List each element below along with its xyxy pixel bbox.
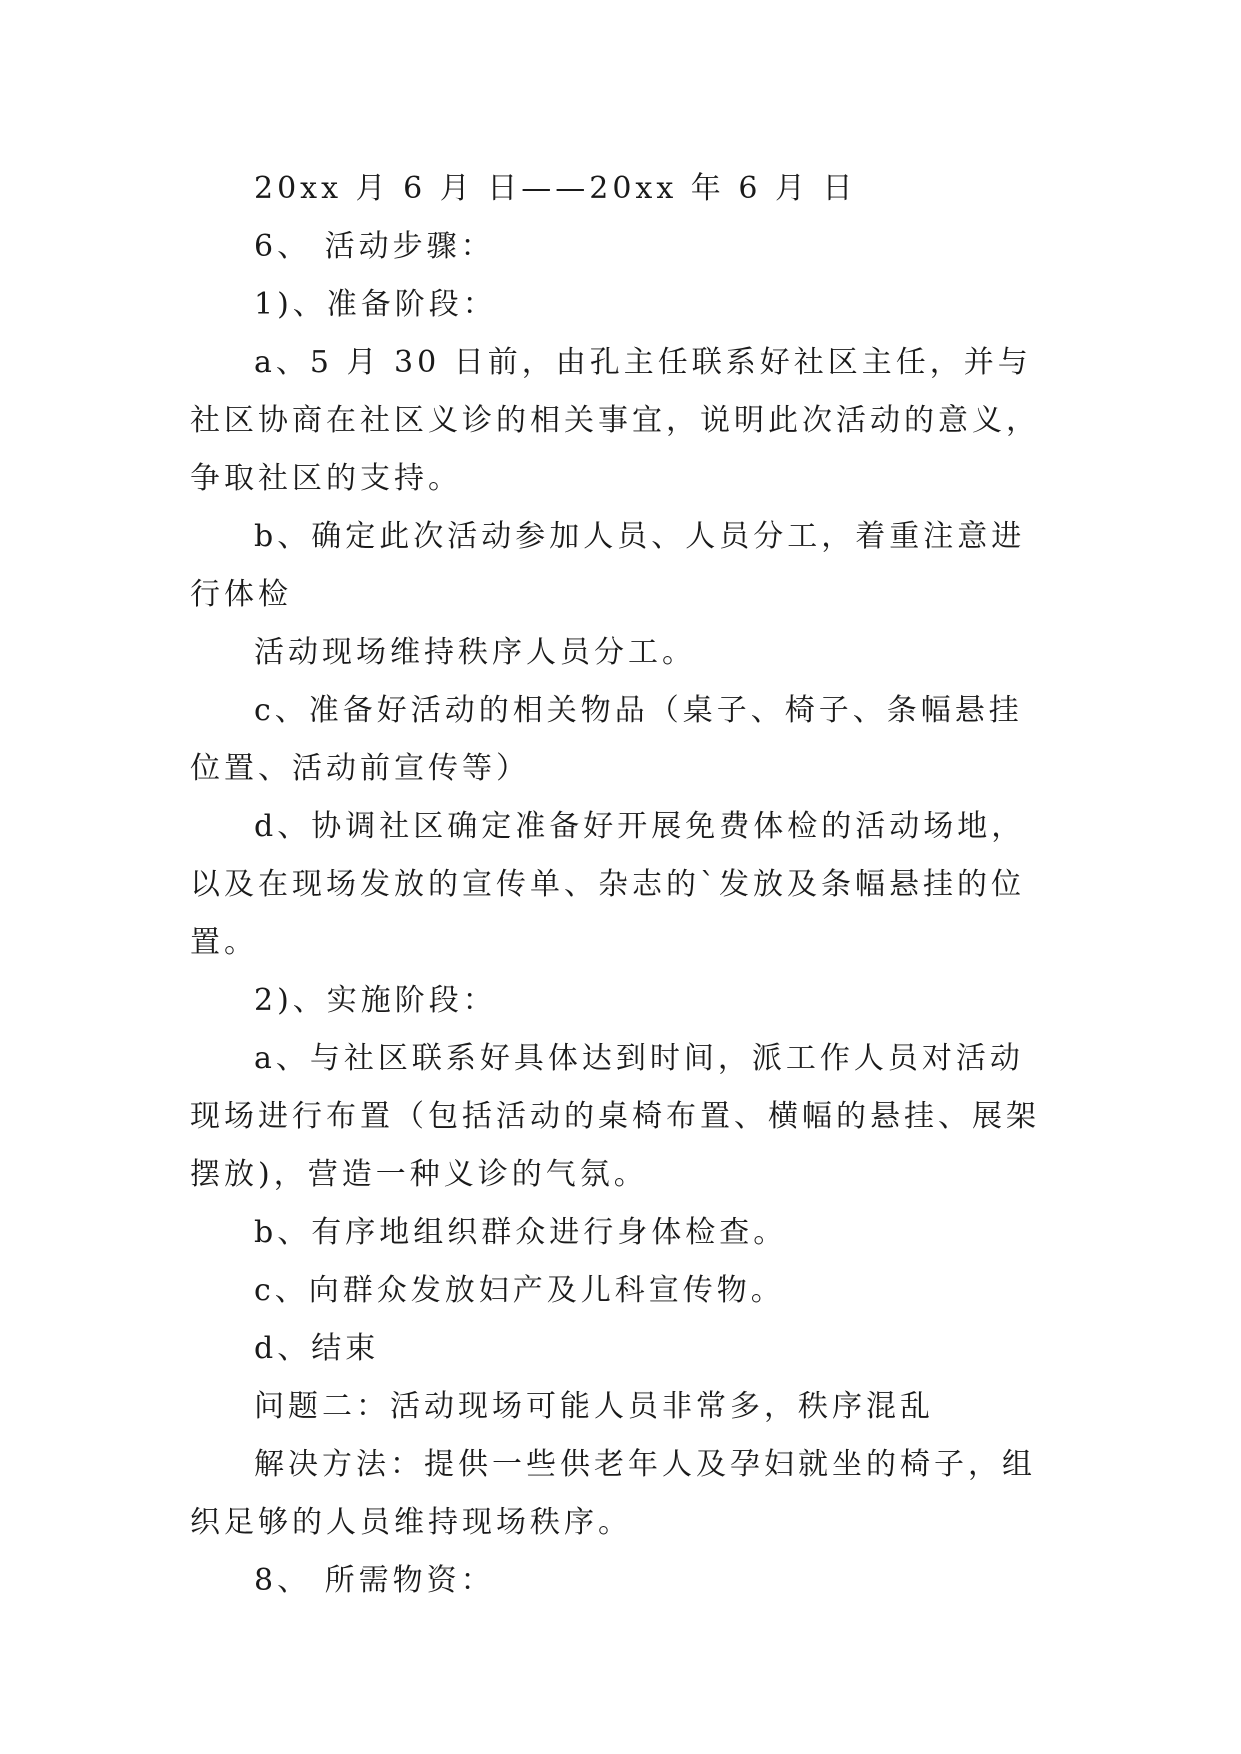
paragraph-preparation-stage: 1)、准备阶段： bbox=[254, 287, 497, 322]
paragraph-prep-d: d、协调社区确定准备好开展免费体检的活动场地，以及在现场发放的宣传单、杂志的`发放及条幅悬挂的位置。 bbox=[190, 809, 1026, 960]
paragraph-prep-c: c、准备好活动的相关物品（桌子、椅子、条幅悬挂位置、活动前宣传等） bbox=[190, 693, 1023, 786]
paragraph-impl-d: d、结束 bbox=[254, 1331, 380, 1366]
document-body bbox=[190, 160, 1050, 1610]
paragraph-impl-a: a、与社区联系好具体达到时间，派工作人员对活动现场进行布置（包括活动的桌椅布置、横幅的悬挂、展架摆放)，营造一种义诊的气氛。 bbox=[190, 1041, 1040, 1192]
paragraph-impl-b: b、有序地组织群众进行身体检查。 bbox=[254, 1215, 788, 1250]
paragraph-impl-c: c、向群众发放妇产及儿科宣传物。 bbox=[254, 1273, 785, 1308]
paragraph-problem-two: 问题二：活动现场可能人员非常多，秩序混乱 bbox=[254, 1389, 934, 1424]
paragraph-prep-b: b、确定此次活动参加人员、人员分工，着重注意进行体检 bbox=[190, 519, 1026, 612]
paragraph-implementation-stage: 2)、实施阶段： bbox=[254, 983, 497, 1018]
paragraph-prep-b-continued: 活动现场维持秩序人员分工。 bbox=[254, 635, 696, 670]
paragraph-solution: 解决方法：提供一些供老年人及孕妇就坐的椅子，组织足够的人员维持现场秩序。 bbox=[190, 1447, 1036, 1540]
paragraph-date-range: 20xx 月 6 月 日——20xx 年 6 月 日 bbox=[254, 171, 857, 206]
paragraph-prep-a: a、5 月 30 日前，由孔主任联系好社区主任，并与社区协商在社区义诊的相关事宜，说明此次活动的意义，争取社区的支持。 bbox=[190, 345, 1040, 496]
paragraph-activity-steps-heading: 6、 活动步骤： bbox=[254, 229, 495, 264]
paragraph-required-materials: 8、 所需物资： bbox=[254, 1563, 495, 1598]
